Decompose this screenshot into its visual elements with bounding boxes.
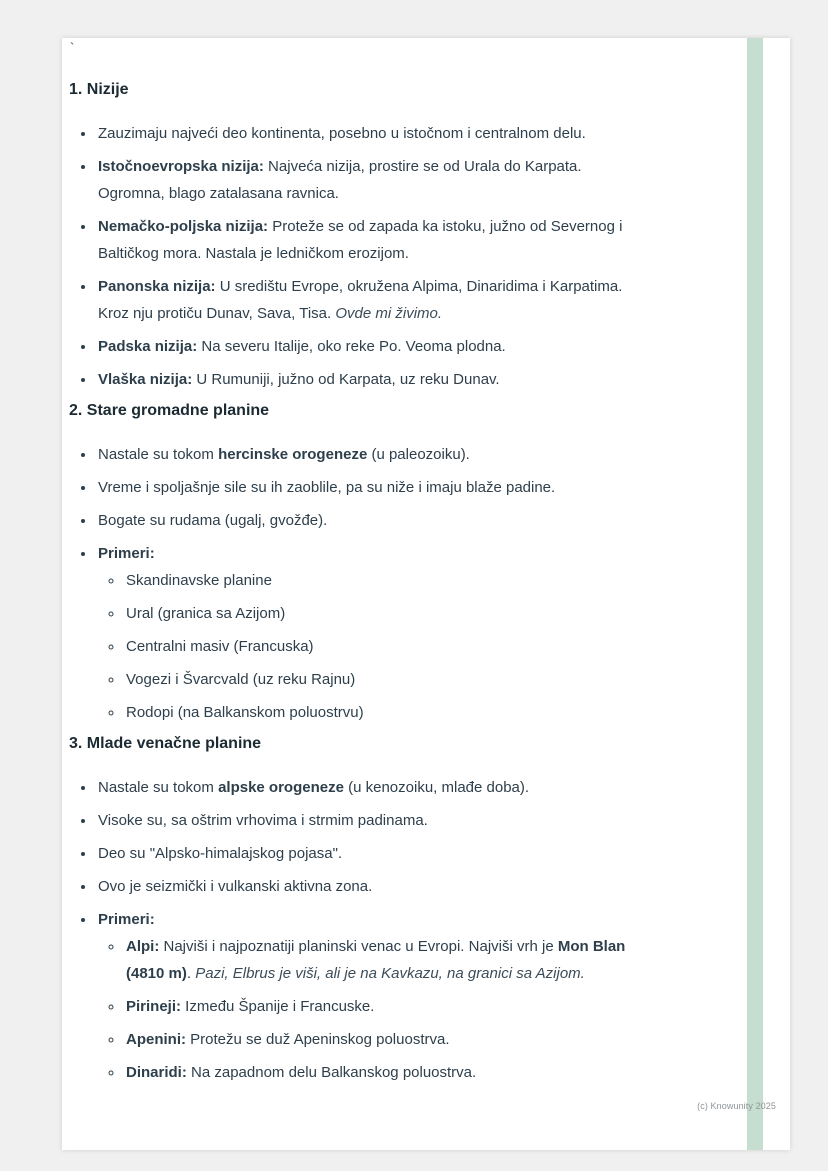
list-item bbox=[96, 120, 647, 147]
text: Ural (granica sa Azijom) bbox=[126, 605, 286, 622]
list-item bbox=[96, 273, 647, 327]
text: Zauzimaju najveći deo kontinenta, posebno u istočnom i centralnom delu. bbox=[98, 125, 586, 142]
sub-list-item bbox=[124, 699, 647, 726]
stray-character: ` bbox=[70, 40, 75, 55]
bold-text: Panonska nizija: bbox=[98, 278, 216, 295]
list-item bbox=[96, 441, 647, 468]
bold-text: Dinaridi: bbox=[126, 1064, 187, 1081]
bold-text: Pirineji: bbox=[126, 998, 182, 1015]
section-heading: 2. Stare gromadne planine bbox=[69, 402, 270, 419]
document-page bbox=[62, 38, 790, 1150]
section-heading: 3. Mlade venačne planine bbox=[69, 735, 262, 752]
text: U središtu Evrope, okružena Alpima, Dinaridima i Karpatima. Kroz nju protiču Dunav, Sava, Tisa. bbox=[98, 278, 623, 322]
accent-stripe bbox=[747, 38, 763, 1150]
sub-list-item bbox=[124, 1059, 647, 1086]
text: Vogezi i Švarcvald (uz reku Rajnu) bbox=[126, 671, 356, 688]
bullet-list bbox=[69, 774, 647, 1086]
bold-text: alpske orogeneze bbox=[218, 779, 344, 796]
list-item bbox=[96, 840, 647, 867]
text: Rodopi (na Balkanskom poluostrvu) bbox=[126, 704, 364, 721]
list-item bbox=[96, 774, 647, 801]
text: Visoke su, sa oštrim vrhovima i strmim padinama. bbox=[98, 812, 428, 829]
bold-text: Vlaška nizija: bbox=[98, 371, 193, 388]
document-content bbox=[62, 38, 647, 1086]
text: (u kenozoiku, mlađe doba). bbox=[343, 779, 530, 796]
text: (u paleozoiku). bbox=[367, 446, 470, 463]
text: Nastale su tokom bbox=[98, 779, 219, 796]
text: Proteže se od zapada ka istoku, južno od Severnog i Baltičkog mora. Nastala je ledničkom erozijom. bbox=[98, 218, 623, 262]
watermark: (c) Knowunity 2025 bbox=[697, 1101, 776, 1111]
section-heading: 1. Nizije bbox=[69, 81, 129, 98]
text: . bbox=[186, 965, 196, 982]
text: Najviši i najpoznatiji planinski venac u Evropi. Najviši vrh je bbox=[159, 938, 558, 955]
sub-list-item bbox=[124, 933, 647, 987]
sub-bullet-list bbox=[98, 933, 647, 1086]
bold-text: Apenini: bbox=[126, 1031, 186, 1048]
text: Nastale su tokom bbox=[98, 446, 219, 463]
list-item bbox=[96, 333, 647, 360]
text: Vreme i spoljašnje sile su ih zaoblile, pa su niže i imaju blaže padine. bbox=[98, 479, 556, 496]
sub-list-item bbox=[124, 633, 647, 660]
sub-list-item bbox=[124, 567, 647, 594]
bold-text: hercinske orogeneze bbox=[218, 446, 368, 463]
text: Deo su "Alpsko-himalajskog pojasa". bbox=[98, 845, 343, 862]
list-item bbox=[96, 873, 647, 900]
text: Bogate su rudama (ugalj, gvožđe). bbox=[98, 512, 328, 529]
text: Skandinavske planine bbox=[126, 572, 272, 589]
sub-list-item bbox=[124, 1026, 647, 1053]
text: Centralni masiv (Francuska) bbox=[126, 638, 314, 655]
bullet-list bbox=[69, 120, 647, 393]
list-item bbox=[96, 906, 647, 1086]
list-item bbox=[96, 807, 647, 834]
sub-bullet-list bbox=[98, 567, 647, 726]
text: U Rumuniji, južno od Karpata, uz reku Dunav. bbox=[192, 371, 500, 388]
text: Između Španije i Francuske. bbox=[181, 998, 375, 1015]
list-item bbox=[96, 474, 647, 501]
list-item bbox=[96, 366, 647, 393]
list-item bbox=[96, 153, 647, 207]
list-item bbox=[96, 507, 647, 534]
bold-text: Istočnoevropska nizija: bbox=[98, 158, 264, 175]
bold-text: Primeri: bbox=[98, 911, 155, 928]
bullet-list bbox=[69, 441, 647, 726]
text: Ovo je seizmički i vulkanski aktivna zona. bbox=[98, 878, 373, 895]
text: Protežu se duž Apeninskog poluostrva. bbox=[186, 1031, 450, 1048]
italic-text: Ovde mi živimo. bbox=[335, 305, 443, 322]
text: Na severu Italije, oko reke Po. Veoma plodna. bbox=[197, 338, 506, 355]
bold-text: Mon Blan (4810 m) bbox=[126, 938, 626, 982]
sub-list-item bbox=[124, 600, 647, 627]
text: Najveća nizija, prostire se od Urala do Karpata. Ogromna, blago zatalasana ravnica. bbox=[98, 158, 582, 202]
italic-text: Pazi, Elbrus je viši, ali je na Kavkazu, na granici sa Azijom. bbox=[195, 965, 585, 982]
bold-text: Padska nizija: bbox=[98, 338, 198, 355]
bold-text: Nemačko-poljska nizija: bbox=[98, 218, 269, 235]
list-item bbox=[96, 540, 647, 726]
bold-text: Alpi: bbox=[126, 938, 160, 955]
text: Na zapadnom delu Balkanskog poluostrva. bbox=[186, 1064, 477, 1081]
sub-list-item bbox=[124, 666, 647, 693]
list-item bbox=[96, 213, 647, 267]
sub-list-item bbox=[124, 993, 647, 1020]
bold-text: Primeri: bbox=[98, 545, 155, 562]
